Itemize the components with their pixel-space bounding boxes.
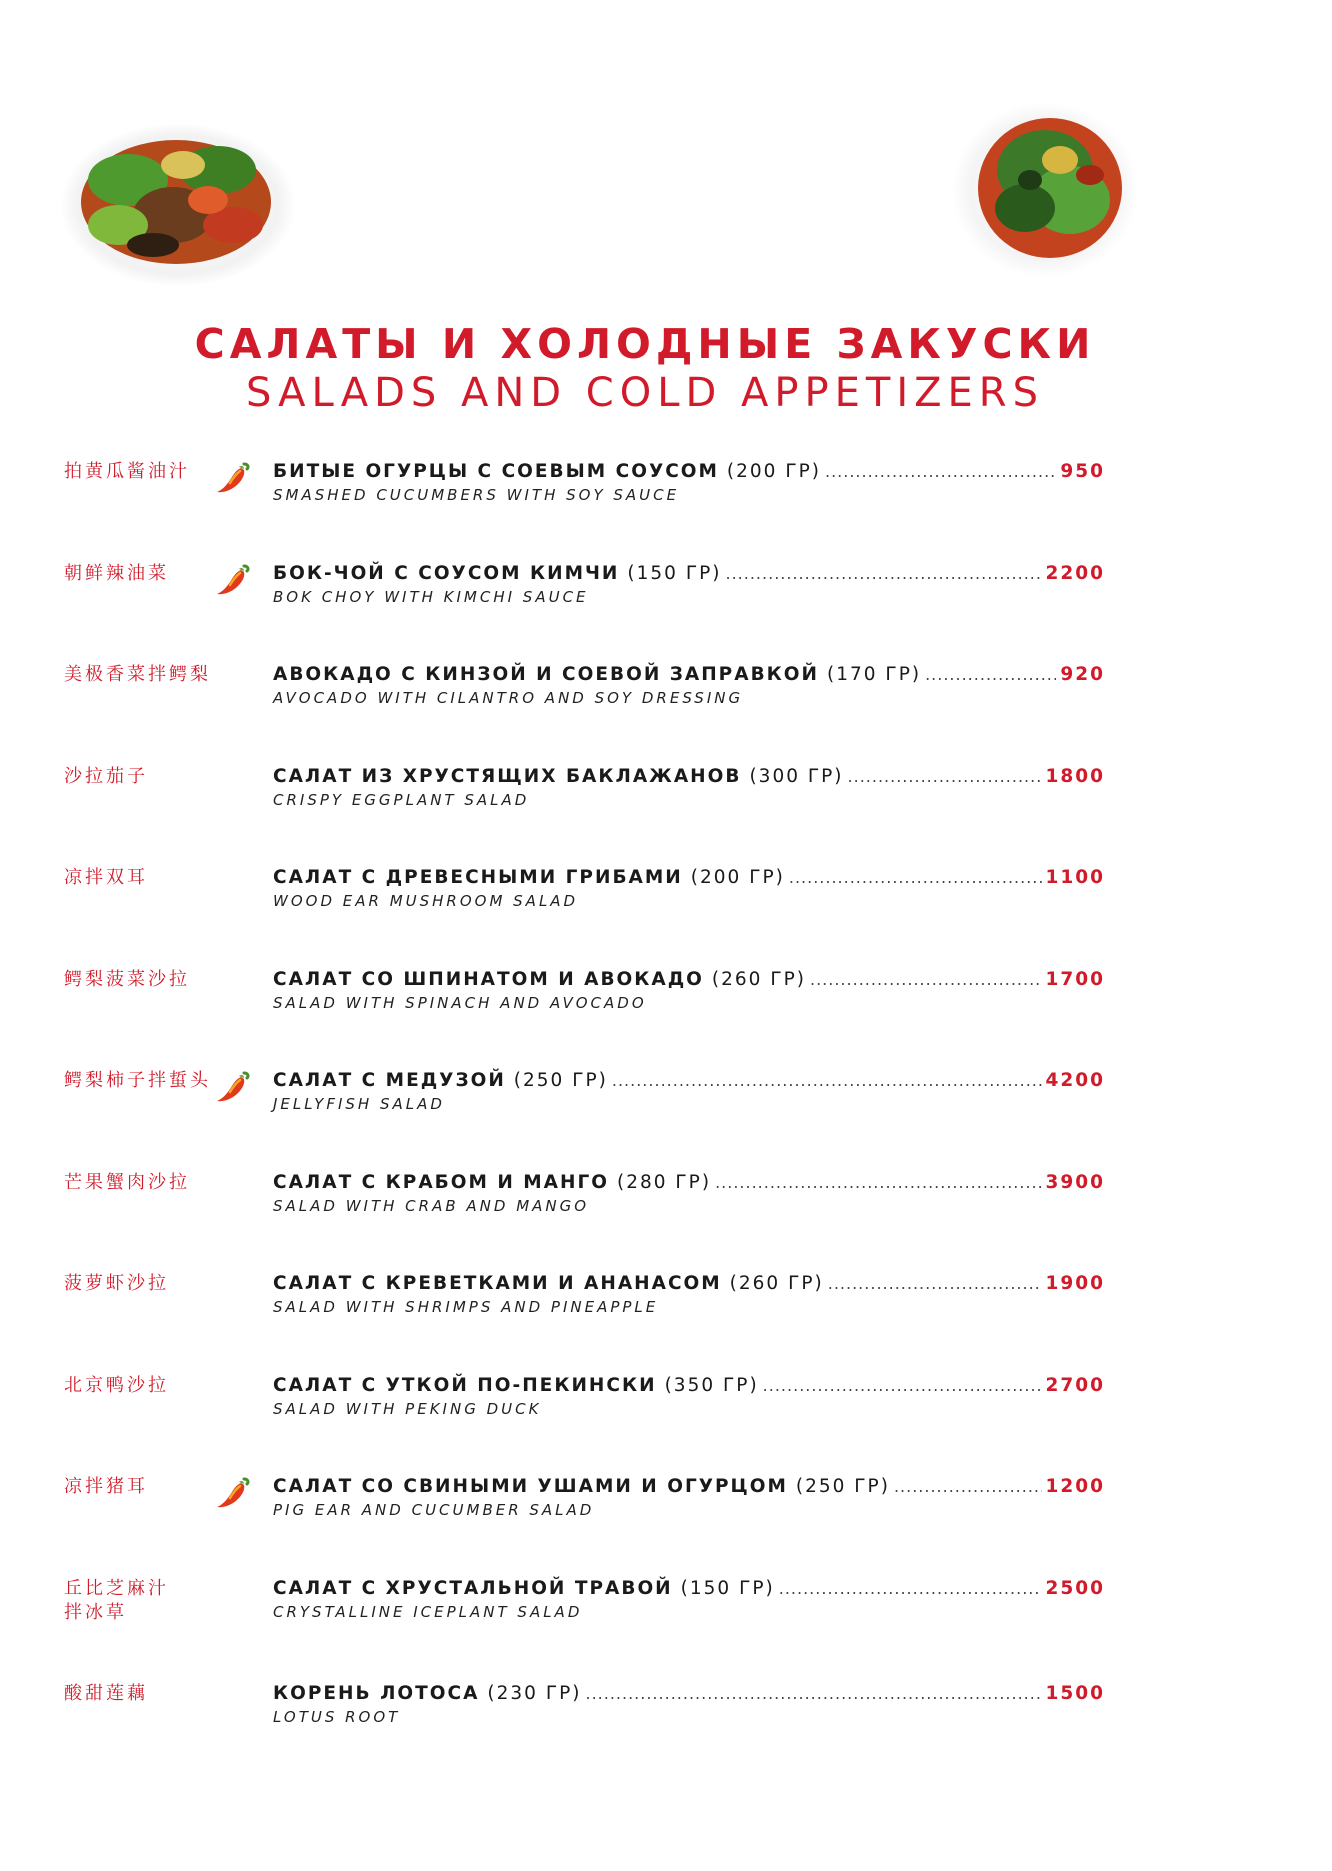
chili-pepper-icon <box>214 458 254 498</box>
dish-price: 1900 <box>1045 1273 1105 1294</box>
menu-item <box>0 1475 1332 1555</box>
title-english: SALADS AND COLD APPETIZERS <box>246 370 1044 416</box>
menu-item <box>0 765 1332 845</box>
menu-item <box>0 562 1332 642</box>
menu-item <box>0 866 1332 946</box>
dish-weight: (260 ГР) <box>711 968 806 990</box>
dish-price: 2200 <box>1045 562 1105 584</box>
dish-price: 4200 <box>1045 1070 1105 1091</box>
dish-name-english: SALAD WITH SPINACH AND AVOCADO <box>273 993 647 1012</box>
dish-name-chinese: 拍黄瓜酱油汁 <box>64 461 190 482</box>
dish-name-chinese: 酸甜莲藕 <box>64 1683 148 1704</box>
dish-name-russian: БИТЫЕ ОГУРЦЫ С СОЕВЫМ СОУСОМ <box>273 461 719 482</box>
dish-line <box>273 1272 1105 1296</box>
chili-pepper-icon <box>214 1067 254 1107</box>
dot-leader <box>810 968 1042 992</box>
dish-name-russian: САЛАТ С КРЕВЕТКАМИ И АНАНАСОМ <box>273 1273 722 1294</box>
dot-leader <box>585 1682 1041 1706</box>
dish-weight: (150 ГР) <box>680 1577 775 1599</box>
dish-name-english: LOTUS ROOT <box>273 1708 401 1726</box>
chili-pepper-icon <box>214 1473 254 1513</box>
dish-weight: (150 ГР) <box>627 562 722 584</box>
dish-price: 950 <box>1060 461 1105 482</box>
dish-name-english: SMASHED CUCUMBERS WITH SOY SAUCE <box>273 486 680 504</box>
dish-line <box>273 765 1105 789</box>
dish-name-chinese: 鳄梨菠菜沙拉 <box>64 968 190 990</box>
dish-name-russian: САЛАТ ИЗ ХРУСТЯЩИХ БАКЛАЖАНОВ <box>273 765 742 787</box>
dish-name-russian: АВОКАДО С КИНЗОЙ И СОЕВОЙ ЗАПРАВКОЙ <box>273 664 819 685</box>
menu-item <box>0 1577 1332 1657</box>
dot-leader <box>726 562 1042 586</box>
dish-weight: (260 ГР) <box>729 1273 824 1294</box>
dish-name-russian: КОРЕНЬ ЛОТОСА <box>273 1683 480 1704</box>
dish-name-chinese: 北京鸭沙拉 <box>64 1374 169 1396</box>
dish-weight: (170 ГР) <box>827 664 922 685</box>
dish-price: 3900 <box>1045 1171 1105 1193</box>
dish-name-chinese: 鳄梨柿子拌蜇头 <box>64 1070 211 1091</box>
dish-name-english: JELLYFISH SALAD <box>273 1095 445 1113</box>
menu-item <box>0 1272 1332 1352</box>
dish-weight: (200 ГР) <box>726 461 821 482</box>
chili-pepper-icon <box>214 560 254 600</box>
menu-item <box>0 968 1332 1048</box>
dish-price: 2700 <box>1045 1374 1105 1396</box>
dish-name-chinese: 凉拌双耳 <box>64 867 148 888</box>
dish-name-chinese: 沙拉茄子 <box>64 765 148 787</box>
dish-name-english: SALAD WITH SHRIMPS AND PINEAPPLE <box>273 1298 659 1316</box>
dot-leader <box>828 1272 1042 1296</box>
dish-line <box>273 1069 1105 1093</box>
dish-line <box>273 663 1105 687</box>
dish-line <box>273 562 1105 586</box>
dish-name-english: CRYSTALLINE ICEPLANT SALAD <box>273 1602 583 1621</box>
dot-leader <box>763 1374 1042 1398</box>
dish-weight: (300 ГР) <box>749 765 844 787</box>
dish-name-russian: САЛАТ С МЕДУЗОЙ <box>273 1070 506 1091</box>
dot-leader <box>825 460 1056 484</box>
dish-name-english: PIG EAR AND CUCUMBER SALAD <box>273 1501 595 1519</box>
dish-price: 1200 <box>1045 1476 1105 1497</box>
menu-item <box>0 460 1332 540</box>
dish-line <box>273 1475 1105 1499</box>
dish-line <box>273 460 1105 484</box>
dish-weight: (250 ГР) <box>795 1476 890 1497</box>
dish-name-english: SALAD WITH PEKING DUCK <box>273 1399 542 1418</box>
title-russian: САЛАТЫ И ХОЛОДНЫЕ ЗАКУСКИ <box>194 320 1096 368</box>
dish-name-english: SALAD WITH CRAB AND MANGO <box>273 1196 590 1215</box>
dish-line <box>273 1171 1105 1195</box>
dish-name-chinese: 芒果蟹肉沙拉 <box>64 1171 190 1193</box>
dish-name-russian: САЛАТ СО ШПИНАТОМ И АВОКАДО <box>273 968 704 990</box>
dish-name-russian: САЛАТ С ДРЕВЕСНЫМИ ГРИБАМИ <box>273 867 683 888</box>
dish-price: 1500 <box>1045 1683 1105 1704</box>
dish-weight: (200 ГР) <box>690 867 785 888</box>
dish-name-english: BOK CHOY WITH KIMCHI SAUCE <box>273 587 589 606</box>
dish-name-russian: САЛАТ СО СВИНЫМИ УШАМИ И ОГУРЦОМ <box>273 1476 788 1497</box>
dot-leader <box>925 663 1056 687</box>
menu-item <box>0 1682 1332 1762</box>
dish-weight: (250 ГР) <box>513 1070 608 1091</box>
dish-price: 920 <box>1060 664 1105 685</box>
dish-line <box>273 866 1105 890</box>
menu-item <box>0 1069 1332 1149</box>
dish-name-chinese: 朝鲜辣油菜 <box>64 562 169 584</box>
dot-leader <box>779 1577 1042 1601</box>
dish-name-english: WOOD EAR MUSHROOM SALAD <box>273 892 579 910</box>
dish-line <box>273 1682 1105 1706</box>
dish-price: 2500 <box>1045 1577 1105 1599</box>
dish-line <box>273 968 1105 992</box>
dot-leader <box>789 866 1042 890</box>
section-title <box>0 318 1290 416</box>
menu-item <box>0 1171 1332 1251</box>
dish-weight: (280 ГР) <box>616 1171 712 1193</box>
dish-name-chinese: 菠萝虾沙拉 <box>64 1273 169 1294</box>
salad-photo-left <box>58 110 298 290</box>
dish-price: 1700 <box>1045 968 1105 990</box>
dish-price: 1800 <box>1045 765 1105 787</box>
dish-name-english: AVOCADO WITH CILANTRO AND SOY DRESSING <box>273 689 744 707</box>
dish-name-chinese: 凉拌猪耳 <box>64 1476 148 1497</box>
dish-name-russian: САЛАТ С ХРУСТАЛЬНОЙ ТРАВОЙ <box>273 1577 673 1599</box>
dot-leader <box>894 1475 1042 1499</box>
menu-item <box>0 1374 1332 1454</box>
dot-leader <box>612 1069 1042 1093</box>
dish-price: 1100 <box>1045 867 1105 888</box>
dish-name-russian: БОК-ЧОЙ С СОУСОМ КИМЧИ <box>273 562 620 584</box>
dot-leader <box>848 765 1042 789</box>
menu-item <box>0 663 1332 743</box>
dish-name-russian: САЛАТ С КРАБОМ И МАНГО <box>273 1171 609 1193</box>
dish-name-english: CRISPY EGGPLANT SALAD <box>273 790 530 809</box>
dish-line <box>273 1577 1105 1601</box>
dish-name-chinese: 美极香菜拌鳄梨 <box>64 664 211 685</box>
salad-photo-right <box>950 100 1140 280</box>
dish-weight: (230 ГР) <box>487 1683 582 1704</box>
dish-line <box>273 1374 1105 1398</box>
dish-name-russian: САЛАТ С УТКОЙ ПО-ПЕКИНСКИ <box>273 1374 657 1396</box>
dish-name-chinese: 丘比芝麻汁 拌冰草 <box>64 1577 169 1623</box>
dish-weight: (350 ГР) <box>664 1374 759 1396</box>
dot-leader <box>715 1171 1041 1195</box>
